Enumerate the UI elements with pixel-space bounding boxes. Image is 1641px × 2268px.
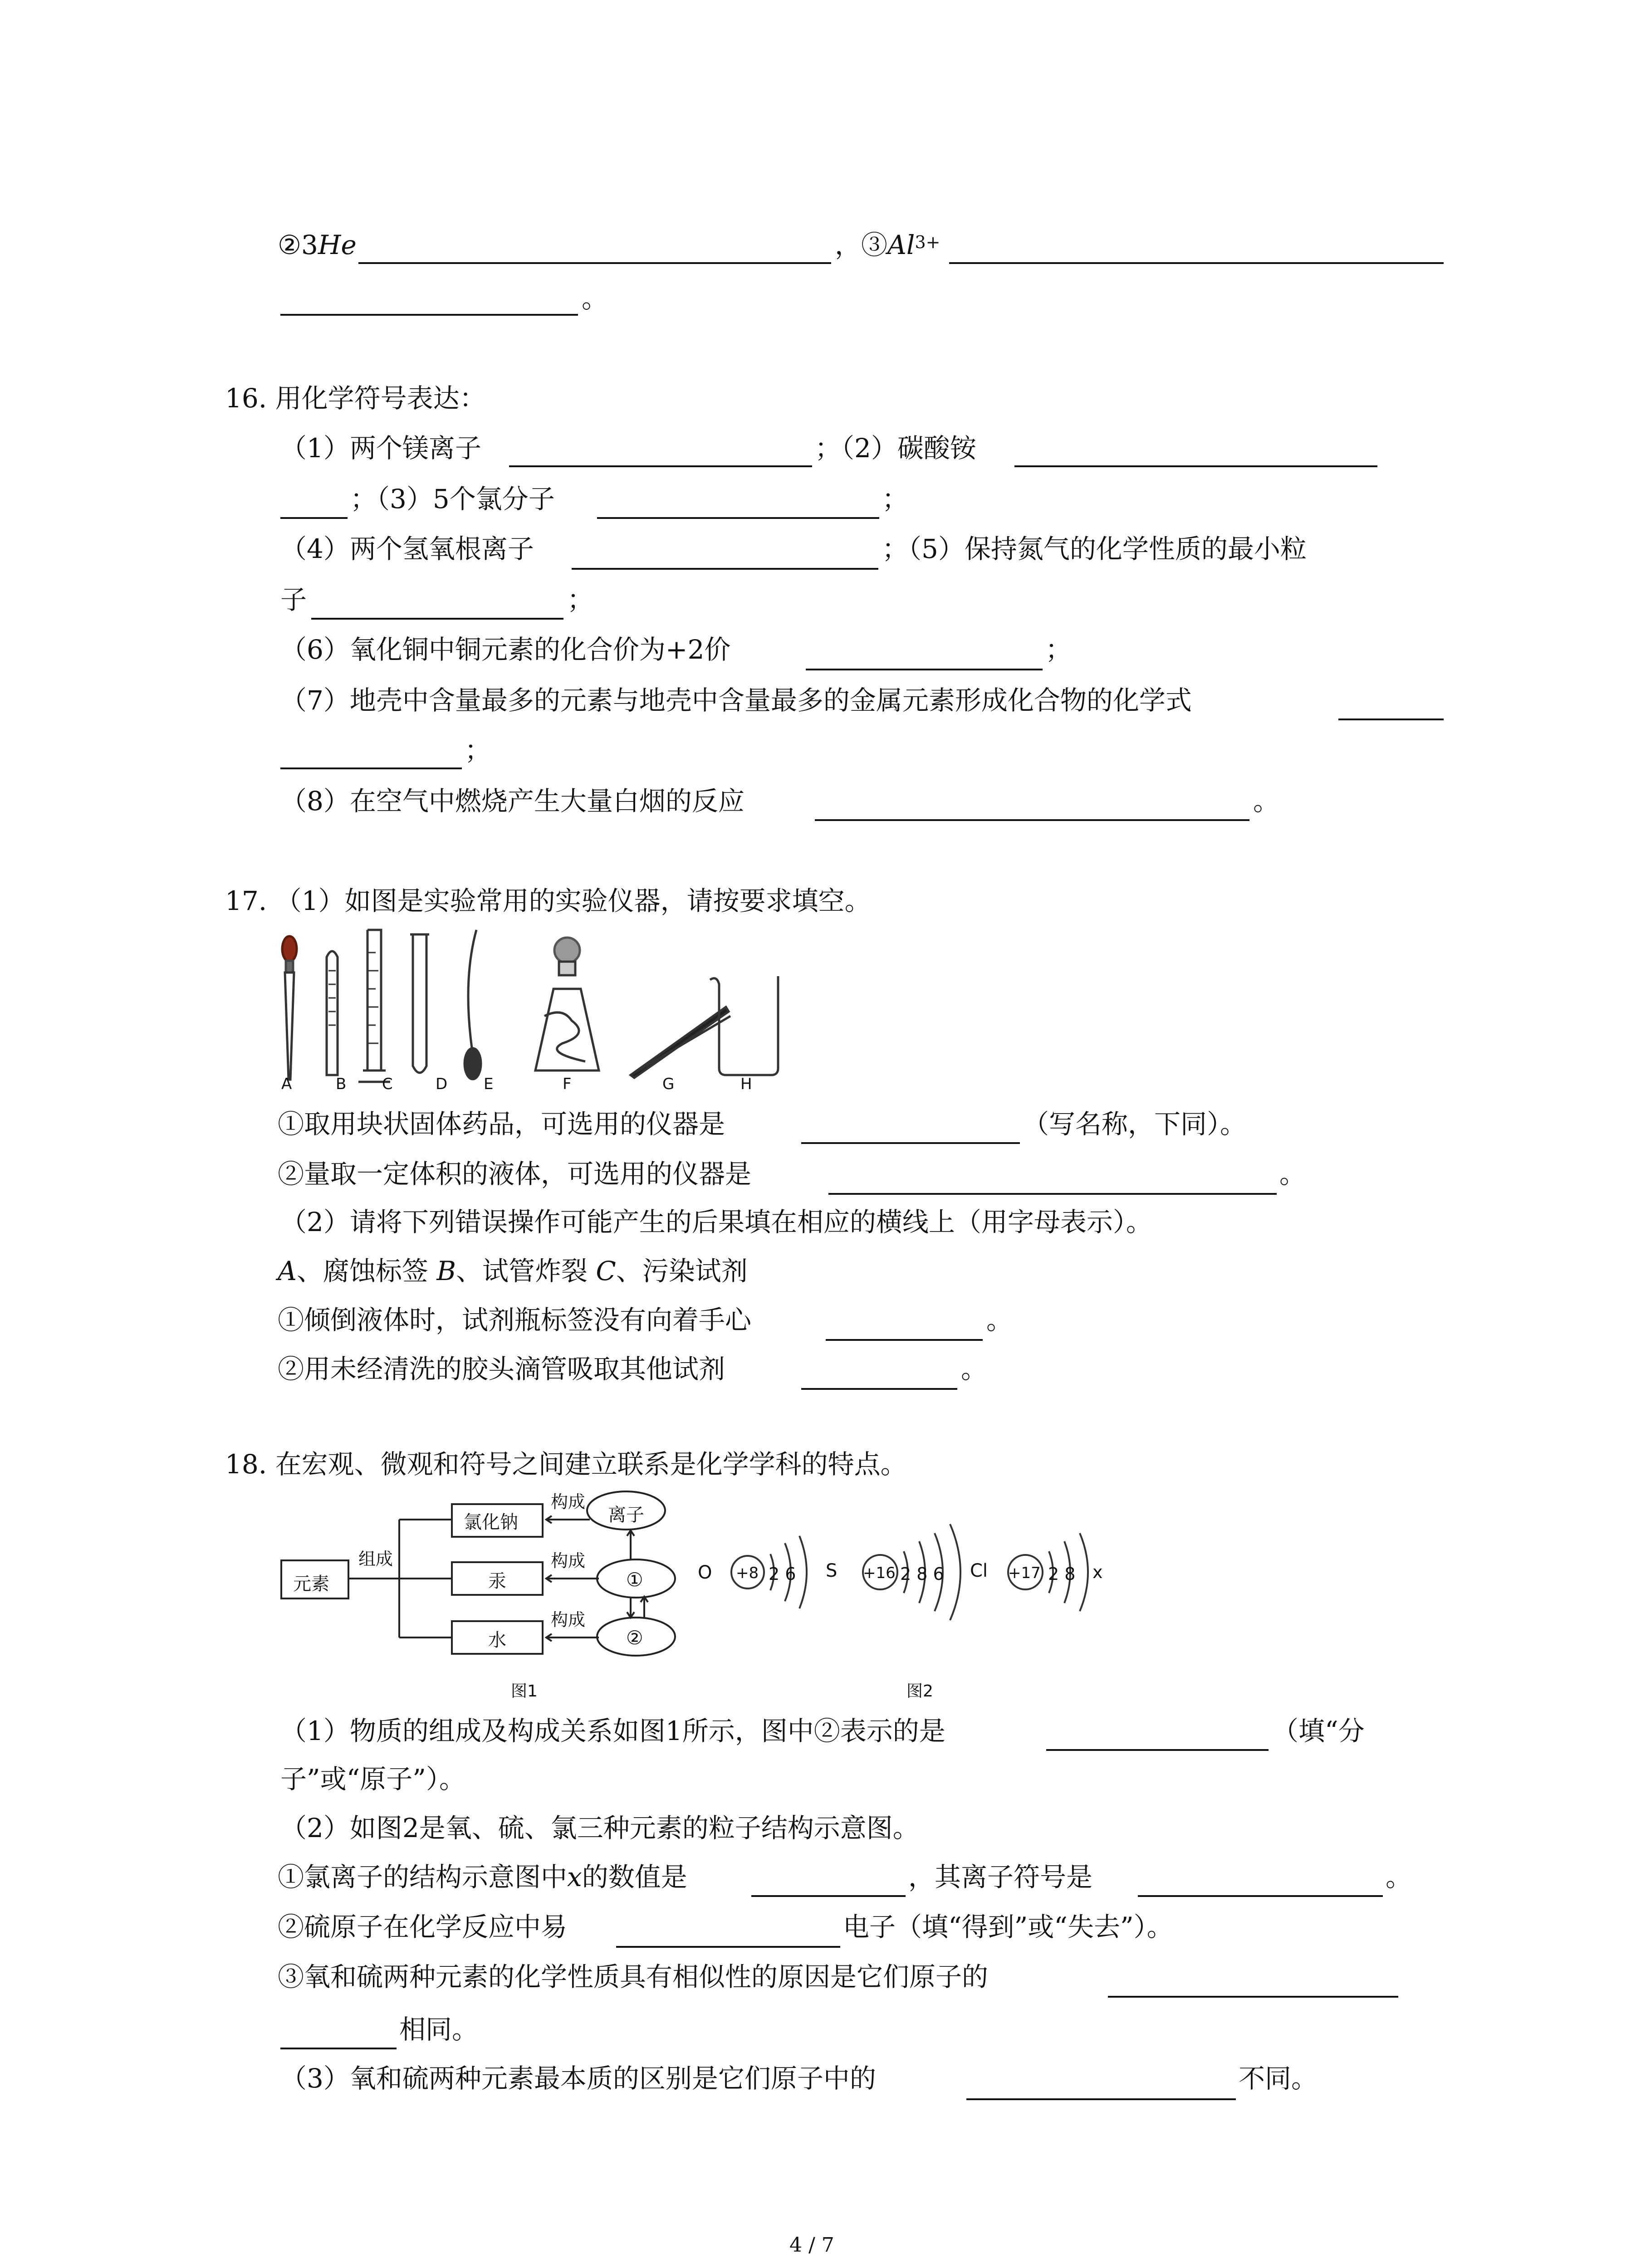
q18-blank-1[interactable]: [1046, 1749, 1269, 1751]
q17-blank-3[interactable]: [826, 1339, 983, 1341]
q18-sub1: [278, 1859, 687, 1895]
fig1-construct-label-2: 构成: [551, 1551, 586, 1571]
q18-stem: 18. 在宏观、微观和符号之间建立联系是化学学科的特点。: [225, 1449, 907, 1480]
fig2-chlorine-nucleus: +17: [1008, 1564, 1041, 1582]
q18-blank-2[interactable]: [751, 1895, 906, 1897]
fig2-caption: 图2: [906, 1682, 933, 1701]
q16-blank-2[interactable]: [1014, 465, 1377, 467]
fig1-compose-label: 组成: [358, 1549, 393, 1569]
q15-blank-3b[interactable]: [280, 314, 578, 316]
dropper-icon: [282, 936, 297, 1080]
q18-part1-cont: 子”或“原子”）。: [280, 1764, 465, 1794]
q16-blank-6[interactable]: [806, 669, 1043, 670]
q15-item2-symbol: He: [318, 230, 357, 260]
q18-blank-4[interactable]: [616, 1946, 840, 1948]
q17-op2: ②用未经清洗的胶头滴管吸取其他试剂: [278, 1354, 725, 1384]
q17-option-c: C: [596, 1256, 616, 1286]
fig2-sulfur-symbol: S: [826, 1560, 838, 1581]
q15-item3-symbol: Al: [887, 230, 915, 260]
q18-part3-end: 不同。: [1239, 2063, 1318, 2094]
q16-blank-3[interactable]: [597, 517, 879, 519]
q16-part6-end: ；: [1045, 634, 1072, 665]
q18-sub3-end: 相同。: [399, 2014, 479, 2045]
fig1-mercury-box: 汞: [488, 1571, 506, 1592]
instrument-label-d: D: [436, 1075, 448, 1093]
fig1-ion-oval: 离子: [608, 1505, 644, 1525]
instrument-label-e: E: [484, 1075, 494, 1093]
fig2-oxygen-symbol: O: [698, 1562, 712, 1583]
q16-part5-end: ；: [567, 584, 594, 615]
q17-part2: （2）请将下列错误操作可能产生的后果填在相应的横线上（用字母表示）。: [280, 1207, 1152, 1237]
page-number: 4 / 7: [789, 2234, 834, 2257]
q15-line: [278, 227, 357, 263]
q16-part1: （1）两个镁离子: [280, 433, 481, 464]
q18-sub1-text2: 的数值是: [582, 1862, 687, 1892]
beaker-icon: [710, 976, 778, 1075]
q16-part6: （6）氧化铜中铜元素的化合价为+2价: [280, 634, 731, 665]
q18-sub2-end: 电子（填“得到”或“失去”）。: [843, 1911, 1173, 1942]
q16-blank-2b[interactable]: [280, 517, 348, 519]
fig2-sulfur-nucleus: +16: [863, 1564, 896, 1582]
q18-sub1-x: x: [567, 1862, 582, 1892]
q18-part1-hint: （填“分: [1272, 1716, 1365, 1746]
q16-blank-7[interactable]: [1338, 719, 1444, 720]
q18-blank-3[interactable]: [1138, 1895, 1383, 1897]
fig2-sulfur-electrons: 2 8 6: [900, 1564, 944, 1584]
q15-item3: [835, 227, 940, 263]
fig2-oxygen-electrons: 2 6: [769, 1564, 796, 1584]
q18-blank-5[interactable]: [1108, 1996, 1398, 1998]
q15-blank-2[interactable]: [358, 262, 831, 264]
q18-blank-6[interactable]: [966, 2098, 1236, 2100]
q16-stem: 16. 用化学符号表达：: [225, 383, 486, 414]
q16-blank-7b[interactable]: [280, 767, 462, 769]
q17-op1-end: 。: [986, 1305, 1013, 1335]
q17-op1: ①倾倒液体时，试剂瓶标签没有向着手心: [278, 1305, 752, 1335]
fig1-element-box: 元素: [293, 1574, 329, 1594]
q16-blank-4[interactable]: [572, 568, 878, 570]
fig1-construct-label-3: 构成: [551, 1610, 586, 1630]
q18-part2: （2）如图2是氧、硫、氯三种元素的粒子结构示意图。: [280, 1813, 919, 1843]
q17-option-b-text: 、试管炸裂: [456, 1256, 596, 1286]
lab-instruments-figure: [272, 925, 798, 1107]
thermometer-icon: [327, 951, 338, 1075]
q18-part3: （3）氧和硫两种元素最本质的区别是它们原子中的: [280, 2063, 876, 2094]
q18-sub1-text: ①氯离子的结构示意图中: [278, 1862, 568, 1892]
q16-part5-cont: 子: [280, 584, 307, 615]
q17-op2-end: 。: [961, 1354, 988, 1384]
fig2-chlorine-electrons: 2 8: [1048, 1564, 1076, 1584]
q16-part2: ；（2）碳酸铵: [815, 433, 976, 464]
q17-sub2-end: 。: [1279, 1158, 1306, 1189]
q17-option-b: B: [436, 1256, 456, 1286]
instrument-label-a: A: [281, 1075, 292, 1093]
q18-part1: （1）物质的组成及构成关系如图1所示，图中②表示的是: [280, 1716, 945, 1746]
q18-sub1-end: 。: [1386, 1862, 1412, 1892]
q17-blank-1[interactable]: [801, 1142, 1020, 1144]
q17-options: [278, 1253, 748, 1289]
q15-item3-charge: 3+: [915, 232, 941, 252]
q16-part7-end: ；: [465, 735, 491, 766]
fig2-chlorine-x: x: [1092, 1562, 1103, 1582]
q17-sub1: ①取用块状固体药品，可选用的仪器是: [278, 1109, 725, 1139]
q17-option-a: A: [278, 1256, 297, 1286]
instrument-label-b: B: [336, 1075, 347, 1093]
q16-part5: ；（5）保持氮气的化学性质的最小粒: [882, 533, 1307, 564]
q18-sub1-text3: ，其离子符号是: [908, 1862, 1093, 1892]
q16-blank-8[interactable]: [815, 819, 1249, 821]
q16-part3-end: ；: [882, 484, 909, 514]
q16-blank-5[interactable]: [311, 618, 563, 620]
q17-option-a-text: 、腐蚀标签: [296, 1256, 437, 1286]
q15-blank-3[interactable]: [949, 262, 1444, 264]
fig1-construct-label-1: 构成: [551, 1492, 586, 1512]
q18-sub2: ②硫原子在化学反应中易: [278, 1911, 568, 1942]
instrument-label-h: H: [740, 1075, 752, 1093]
fig2-atom-structures: [690, 1492, 1107, 1628]
q16-part8: （8）在空气中燃烧产生大量白烟的反应: [280, 786, 745, 816]
instrument-label-f: F: [563, 1075, 572, 1093]
q16-part7: （7）地壳中含量最多的元素与地壳中含量最多的金属元素形成化合物的化学式: [280, 685, 1192, 716]
q16-part4: （4）两个氢氧根离子: [280, 533, 534, 564]
instrument-label-g: G: [662, 1075, 675, 1093]
q16-part8-end: 。: [1253, 786, 1280, 816]
tweezers-icon: [631, 1007, 730, 1078]
q17-sub1-end: （写名称，下同）。: [1023, 1109, 1247, 1139]
q17-blank-4[interactable]: [801, 1388, 957, 1390]
q15-item2-label: ②3: [278, 230, 318, 260]
q18-blank-5b[interactable]: [280, 2048, 397, 2049]
q17-sub2: ②量取一定体积的液体，可选用的仪器是: [278, 1158, 752, 1189]
fig1-circle-1: ①: [626, 1569, 643, 1591]
q16-blank-1[interactable]: [509, 465, 812, 467]
q15-item3-label: ，③: [835, 230, 888, 260]
fig1-caption: 图1: [511, 1682, 538, 1701]
q18-sub3: ③氧和硫两种元素的化学性质具有相似性的原因是它们原子的: [278, 1961, 989, 1992]
q16-part3: ；（3）5个氯分子: [350, 484, 555, 514]
test-tube-icon: [410, 934, 429, 1073]
q17-option-c-text: 、污染试剂: [616, 1256, 748, 1286]
fig1-water-box: 水: [488, 1630, 506, 1651]
fig2-oxygen-nucleus: +8: [736, 1564, 759, 1582]
fig2-chlorine-symbol: Cl: [970, 1560, 988, 1581]
q17-stem: 17. （1）如图是实验常用的实验仪器，请按要求填空。: [225, 885, 871, 916]
q15-end: 。: [582, 283, 608, 314]
fig1-nacl-box: 氯化钠: [464, 1512, 518, 1533]
alcohol-lamp-icon: [535, 938, 599, 1070]
fig1-circle-2: ②: [626, 1627, 643, 1649]
graduated-cylinder-icon: [358, 930, 390, 1082]
instrument-label-c: C: [382, 1075, 393, 1093]
spatula-spoon-icon: [465, 930, 481, 1079]
q17-blank-2[interactable]: [828, 1193, 1277, 1195]
